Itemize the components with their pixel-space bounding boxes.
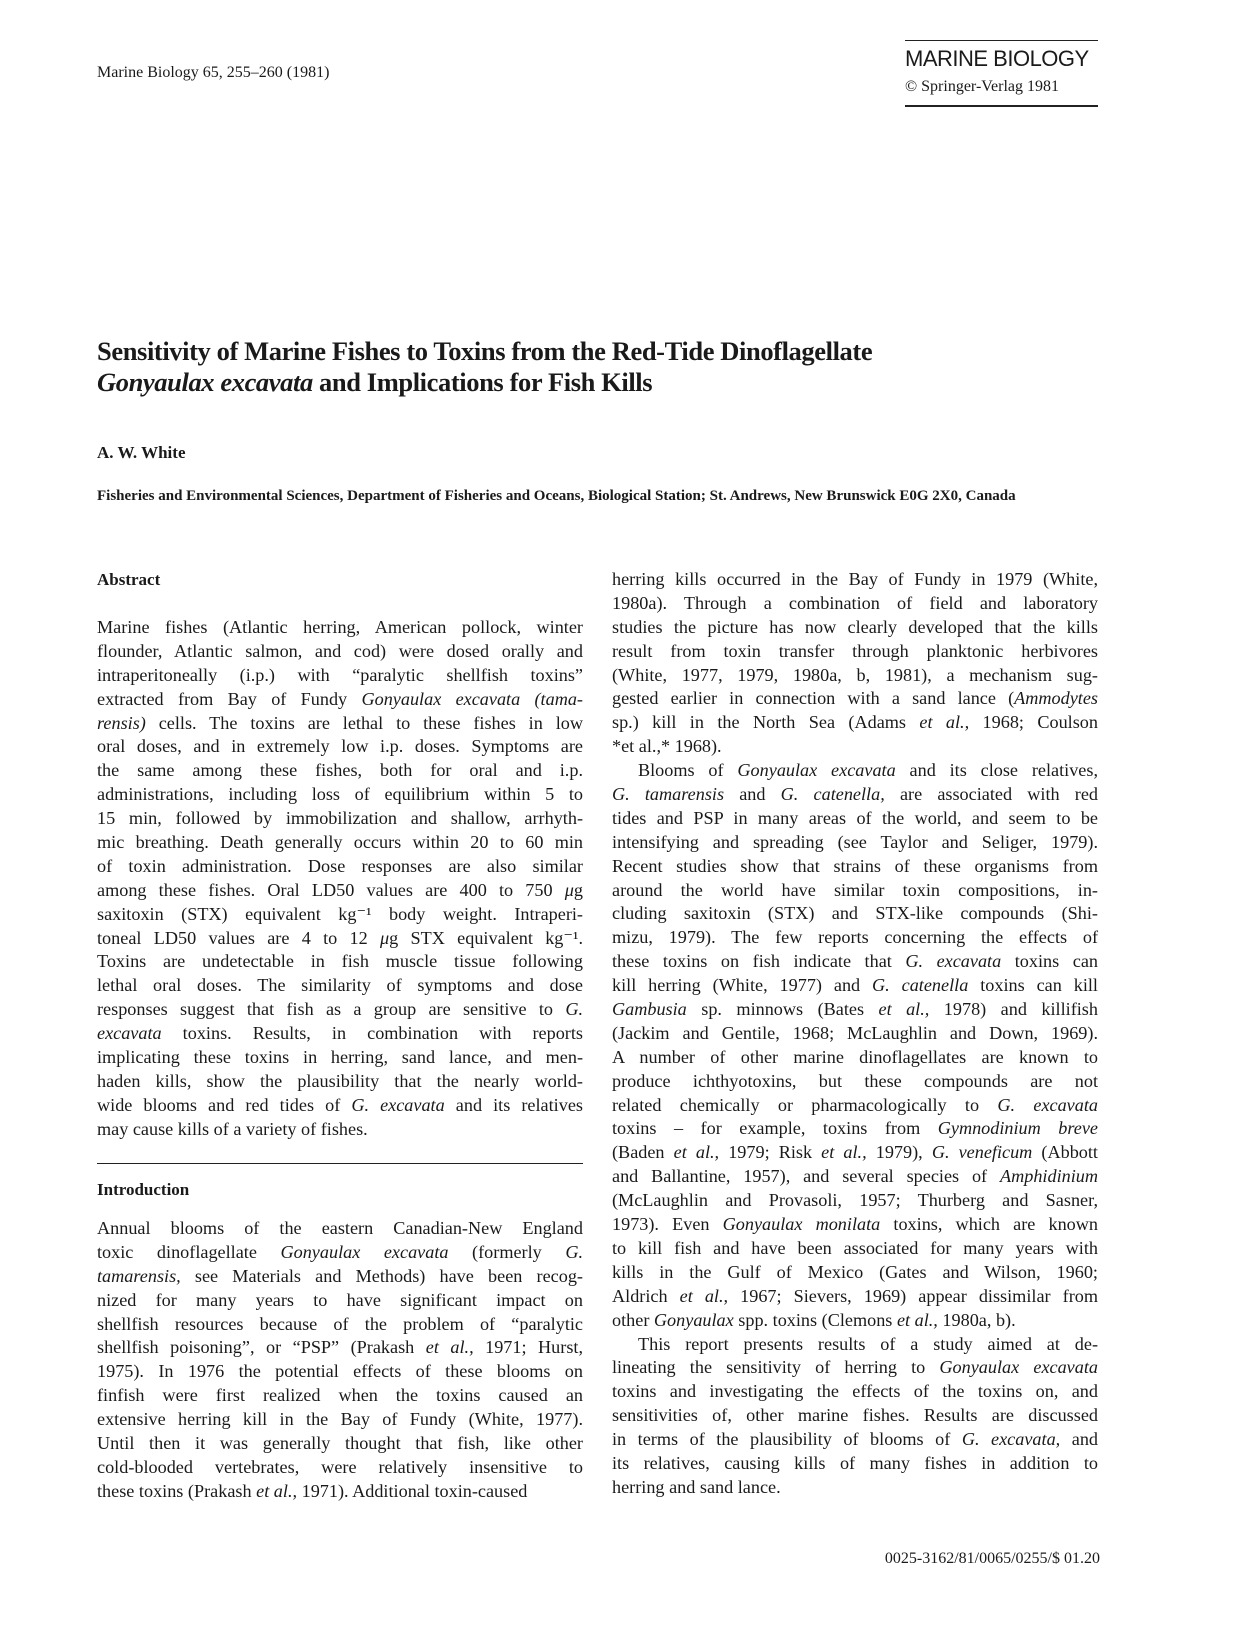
issn-code: 0025-3162/81/0065/0255/$ 01.20 — [884, 1550, 1100, 1567]
text-line: toneal LD50 values are 4 to 12 μg STX equivalent kg⁻¹. — [97, 927, 583, 948]
text-line: cold-blooded vertebrates, were relatively insensitive to — [97, 1456, 583, 1477]
text-line: herring kills occurred in the Bay of Fundy in 1979 (White, — [612, 569, 1098, 589]
abstract-heading: Abstract — [97, 570, 161, 589]
text-line: among these fishes. Oral LD50 values are 400 to 750 μg — [97, 879, 583, 900]
paragraph — [97, 1217, 583, 1504]
text-line: Aldrich et al., 1967; Sievers, 1969) appear dissimilar from — [612, 1285, 1098, 1306]
text-line: Toxins are undetectable in fish muscle tissue following — [97, 951, 583, 972]
text-line: oral doses, and in extremely low i.p. doses. Symptoms are — [97, 736, 583, 757]
text-line: Blooms of Gonyaulax excavata and its close relatives, — [638, 760, 1098, 781]
text-line: and Ballantine, 1957), and several species of Amphidinium — [612, 1166, 1098, 1187]
text-line: may cause kills of a variety of fishes. — [97, 1118, 368, 1139]
text-line: rensis) cells. The toxins are lethal to these fishes in low — [97, 712, 583, 733]
text-line: sensitivities of, other marine fishes. Results are discussed — [612, 1405, 1098, 1426]
text-line: to kill fish and have been associated for many years with — [612, 1237, 1098, 1258]
text-line: finfish were first realized when the toxins caused an — [97, 1385, 583, 1406]
text-line: Until then it was generally thought that fish, like other — [97, 1433, 583, 1454]
copyright: © Springer-Verlag 1981 — [905, 78, 1060, 95]
text-line: Gambusia sp. minnows (Bates et al., 1978) and killifish — [612, 999, 1098, 1020]
journal-name: MARINE BIOLOGY — [905, 46, 1089, 71]
text-line: 1975). In 1976 the potential effects of these blooms on — [97, 1361, 583, 1382]
text-line: 1973). Even Gonyaulax monilata toxins, which are known — [612, 1214, 1098, 1235]
text-line: G. tamarensis and G. catenella, are associated with red — [612, 784, 1098, 805]
text-line: (Jackim and Gentile, 1968; McLaughlin and Down, 1969). — [612, 1022, 1098, 1043]
text-line: related chemically or pharmacologically to G. excavata — [612, 1094, 1098, 1115]
right-column — [612, 568, 1098, 1500]
text-line: *et al.,* 1968). — [612, 736, 722, 757]
text-line: (White, 1977, 1979, 1980a, b, 1981), a mechanism sug- — [612, 664, 1098, 685]
text-line: saxitoxin (STX) equivalent kg⁻¹ body weight. Intraperi- — [97, 903, 583, 924]
abstract-body — [97, 616, 583, 1142]
text-line: A number of other marine dinoflagellates are known to — [612, 1046, 1098, 1067]
text-line: these toxins (Prakash et al., 1971). Additional toxin-caused — [97, 1480, 528, 1501]
text-line: intraperitoneally (i.p.) with “paralytic shellfish toxins” — [97, 664, 583, 685]
text-line: wide blooms and red tides of G. excavata and its relatives — [97, 1094, 583, 1115]
text-line: toxins – for example, toxins from Gymnodinium breve — [612, 1118, 1098, 1139]
section-divider — [97, 1163, 583, 1164]
paragraph — [612, 1333, 1098, 1500]
introduction-heading: Introduction — [97, 1180, 190, 1199]
header-top-rule — [905, 40, 1098, 41]
title-species: Gonyaulax excavata — [97, 367, 313, 397]
text-line: mic breathing. Death generally occurs within 20 to 60 min — [97, 832, 583, 853]
text-line: kills in the Gulf of Mexico (Gates and Wilson, 1960; — [612, 1261, 1098, 1282]
text-line: Marine fishes (Atlantic herring, American pollock, winter — [97, 617, 583, 637]
text-line: extensive herring kill in the Bay of Fundy (White, 1977). — [97, 1409, 583, 1430]
text-line: cluding saxitoxin (STX) and STX-like compounds (Shi- — [612, 903, 1098, 924]
text-line: Annual blooms of the eastern Canadian-New England — [97, 1218, 583, 1238]
text-line: administrations, including loss of equilibrium within 5 to — [97, 784, 583, 805]
text-line: other Gonyaulax spp. toxins (Clemons et al., 1980a, b). — [612, 1309, 1016, 1330]
text-line: extracted from Bay of Fundy Gonyaulax excavata (tama- — [97, 688, 583, 709]
header-rule — [905, 105, 1098, 107]
paragraph — [612, 759, 1098, 1332]
text-line: gested earlier in connection with a sand lance (Ammodytes — [612, 688, 1098, 709]
text-line: in terms of the plausibility of blooms of G. excavata, and — [612, 1429, 1099, 1450]
text-line: around the world have similar toxin compositions, in- — [612, 879, 1098, 900]
title-line-1: Sensitivity of Marine Fishes to Toxins from the Red-Tide Dinoflagellate — [97, 336, 873, 366]
text-line: toxic dinoflagellate Gonyaulax excavata (formerly G. — [97, 1241, 583, 1262]
text-line: sp.) kill in the North Sea (Adams et al., 1968; Coulson — [612, 712, 1098, 733]
text-line: implicating these toxins in herring, sand lance, and men- — [97, 1047, 583, 1068]
text-line: nized for many years to have significant impact on — [97, 1289, 583, 1310]
text-line: This report presents results of a study aimed at de- — [638, 1333, 1098, 1354]
text-line: flounder, Atlantic salmon, and cod) were dosed orally and — [97, 640, 583, 661]
text-line: excavata toxins. Results, in combination with reports — [97, 1023, 583, 1044]
paragraph — [612, 568, 1098, 759]
title-rest: and Implications for Fish Kills — [312, 367, 653, 397]
text-line: of toxin administration. Dose responses are also similar — [97, 855, 583, 876]
title-line-2 — [97, 367, 872, 398]
text-line: (Baden et al., 1979; Risk et al., 1979), G. veneficum (Abbott — [612, 1142, 1098, 1163]
text-line: result from toxin transfer through planktonic herbivores — [612, 640, 1098, 661]
left-column — [97, 568, 583, 1142]
text-line: tamarensis, see Materials and Methods) have been recog- — [97, 1265, 583, 1286]
text-line: (McLaughlin and Provasoli, 1957; Thurberg and Sasner, — [612, 1190, 1098, 1211]
text-line: haden kills, show the plausibility that the nearly world- — [97, 1070, 583, 1091]
text-line: 1980a). Through a combination of field and laboratory — [612, 592, 1098, 613]
author: A. W. White — [97, 443, 186, 462]
text-line: intensifying and spreading (see Taylor and Seliger, 1979). — [612, 831, 1098, 852]
text-line: kill herring (White, 1977) and G. catenella toxins can kill — [612, 975, 1098, 996]
text-line: tides and PSP in many areas of the world, and seem to be — [612, 807, 1098, 828]
text-line: 15 min, followed by immobilization and shallow, arrhyth- — [97, 808, 583, 829]
text-line: mizu, 1979). The few reports concerning the effects of — [612, 927, 1098, 948]
text-line: studies the picture has now clearly developed that the kills — [612, 616, 1098, 637]
text-line: herring and sand lance. — [612, 1476, 781, 1497]
article-title — [97, 336, 872, 398]
text-line: produce ichthyotoxins, but these compounds are not — [612, 1070, 1098, 1091]
text-line: the same among these fishes, both for oral and i.p. — [97, 760, 583, 781]
text-line: lineating the sensitivity of herring to Gonyaulax excavata — [612, 1357, 1098, 1378]
paragraph — [97, 616, 583, 1142]
text-line: its relatives, causing kills of many fishes in addition to — [612, 1452, 1098, 1473]
text-line: responses suggest that fish as a group are sensitive to G. — [97, 999, 583, 1020]
text-line: shellfish poisoning”, or “PSP” (Prakash et al., 1971; Hurst, — [97, 1337, 584, 1358]
text-line: these toxins on fish indicate that G. excavata toxins can — [612, 951, 1098, 972]
text-line: lethal oral doses. The similarity of symptoms and dose — [97, 975, 583, 996]
text-line: shellfish resources because of the problem of “paralytic — [97, 1313, 583, 1334]
journal-citation: Marine Biology 65, 255–260 (1981) — [97, 64, 330, 81]
introduction-section — [97, 1178, 583, 1504]
text-line: Recent studies show that strains of these organisms from — [612, 855, 1098, 876]
affiliation: Fisheries and Environmental Sciences, Department of Fisheries and Oceans, Biological Station; St. Andrews, New Brunswick E0G 2X0, Canada — [97, 488, 1016, 504]
introduction-body — [97, 1217, 583, 1504]
text-line: toxins and investigating the effects of the toxins on, and — [612, 1381, 1098, 1402]
